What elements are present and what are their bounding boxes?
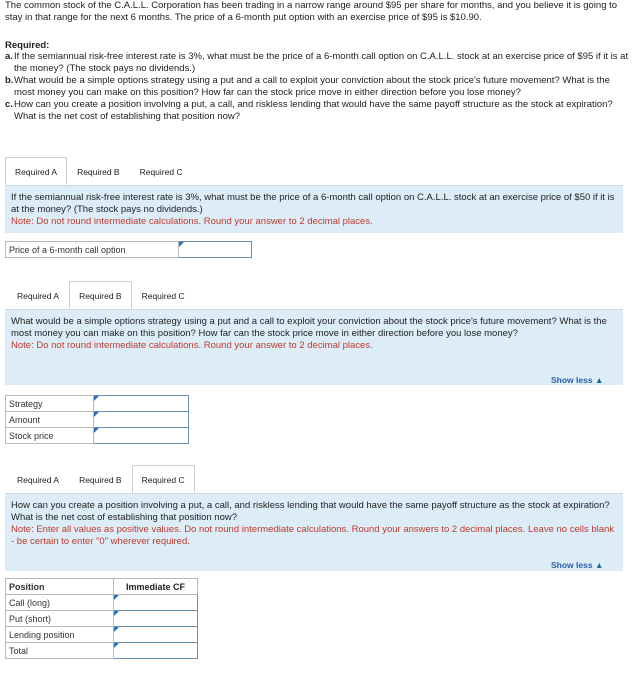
answer-table-a <box>5 241 252 258</box>
triangle-up-icon: ▲ <box>594 375 604 385</box>
show-less-link-b[interactable] <box>551 374 603 386</box>
question-note: Note: Do not round intermediate calculations. Round your answer to 2 decimal places. <box>11 340 373 351</box>
row-label: Amount <box>6 412 94 428</box>
tab-required-c[interactable]: Required C <box>141 291 185 301</box>
requirements-list <box>5 51 633 123</box>
column-header-immediate-cf: Immediate CF <box>114 579 198 595</box>
requirement-a <box>5 51 633 75</box>
call-long-input[interactable] <box>114 595 198 611</box>
question-note: Note: Enter all values as positive values. Do not round intermediate calculations. Round your answers to 2 decimal places. Leave no cells blank - be certain to enter "0" wherever required. <box>11 524 615 547</box>
requirement-c <box>5 99 633 123</box>
question-box-b <box>5 309 623 385</box>
row-label: Total <box>6 643 114 659</box>
question-text: If the semiannual risk-free interest rate is 3%, what must be the price of a 6-month call option on C.A.L.L. stock at an exercise price of $50 if it is at the money? (The stock pays no dividends.) <box>11 192 615 215</box>
answer-table-c <box>5 578 198 659</box>
problem-intro: The common stock of the C.A.L.L. Corporation has been trading in a narrow range around $95 per share for months, and you believe it is going to stay in that range for the next 6 months. The price of a 6-month put option with an exercise price of $95 is $10.90. <box>5 0 618 23</box>
lending-position-input[interactable] <box>114 627 198 643</box>
requirement-letter: a. <box>5 51 13 62</box>
show-less-link-c[interactable] <box>551 559 603 571</box>
stock-price-input[interactable] <box>94 428 189 444</box>
row-label: Price of a 6-month call option <box>6 242 179 258</box>
requirement-text: What would be a simple options strategy using a put and a call to exploit your conviction about the stock price's future movement? What is the most money you can make on this position? How far can the stock price move in either direction before you lose money? <box>14 75 610 98</box>
question-box-c <box>5 493 623 571</box>
tab-required-a[interactable]: Required A <box>17 475 60 485</box>
tab-bar-c <box>7 465 195 493</box>
question-box-a <box>5 185 623 233</box>
call-price-input[interactable] <box>179 242 252 258</box>
tab-required-b[interactable]: Required B <box>79 475 122 485</box>
column-header-position: Position <box>6 579 114 595</box>
tab-required-b[interactable]: Required B <box>69 281 132 309</box>
triangle-up-icon: ▲ <box>594 560 604 570</box>
show-less-label: Show less <box>551 375 593 385</box>
answer-table-b <box>5 395 189 444</box>
row-label: Call (long) <box>6 595 114 611</box>
row-label: Stock price <box>6 428 94 444</box>
row-label: Put (short) <box>6 611 114 627</box>
tab-required-c[interactable]: Required C <box>132 465 195 493</box>
requirement-b <box>5 75 633 99</box>
question-note: Note: Do not round intermediate calculations. Round your answer to 2 decimal places. <box>11 216 373 227</box>
tab-required-c[interactable]: Required C <box>139 167 183 177</box>
requirement-letter: b. <box>5 75 14 86</box>
strategy-input[interactable] <box>94 396 189 412</box>
row-label: Lending position <box>6 627 114 643</box>
question-text: What would be a simple options strategy using a put and a call to exploit your conviction about the stock price's future movement? What is the most money you can make on this position? How far can the stock price move in either direction before you lose money? <box>11 316 607 339</box>
tab-bar-b <box>7 281 195 309</box>
tab-bar-a <box>5 157 193 185</box>
amount-input[interactable] <box>94 412 189 428</box>
required-heading: Required: <box>5 40 50 51</box>
requirement-text: If the semiannual risk-free interest rate is 3%, what must be the price of a 6-month call option on C.A.L.L. stock at an exercise price of $95 if it is at the money? (The stock pays no dividends.) <box>14 51 629 74</box>
put-short-input[interactable] <box>114 611 198 627</box>
tab-required-b[interactable]: Required B <box>77 167 120 177</box>
tab-required-a[interactable]: Required A <box>5 157 67 185</box>
total-input[interactable] <box>114 643 198 659</box>
question-text: How can you create a position involving a put, a call, and riskless lending that would have the same payoff structure as the stock at expiration? What is the net cost of establishing that position now? <box>11 500 610 523</box>
tab-required-a[interactable]: Required A <box>17 291 60 301</box>
requirement-text: How can you create a position involving a put, a call, and riskless lending that would have the same payoff structure as the stock at expiration? What is the net cost of establishing that position now? <box>14 99 613 122</box>
requirement-letter: c. <box>5 99 13 110</box>
show-less-label: Show less <box>551 560 593 570</box>
row-label: Strategy <box>6 396 94 412</box>
